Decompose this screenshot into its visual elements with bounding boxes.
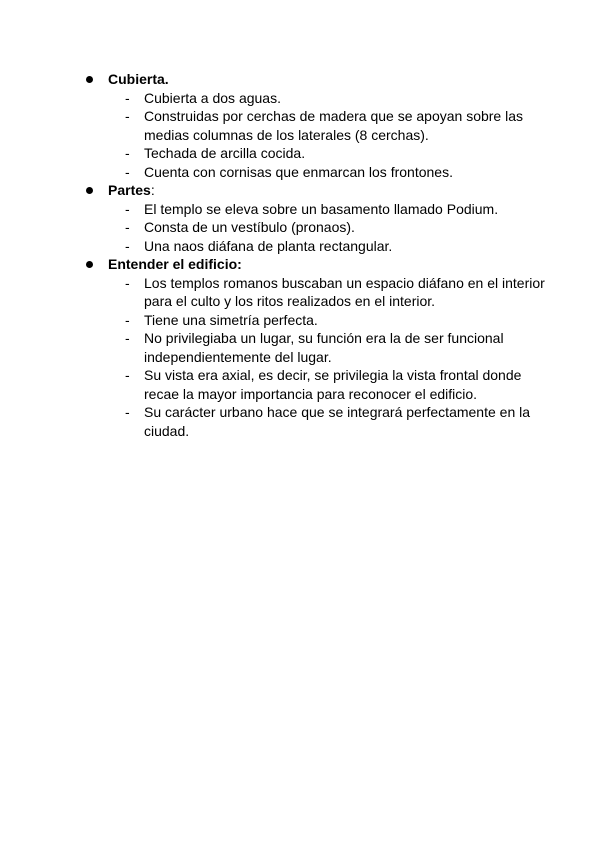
section-partes — [86, 181, 546, 255]
list-item — [86, 200, 546, 219]
sub-list — [86, 89, 546, 182]
list-item-text: Una naos diáfana de planta rectangular. — [144, 237, 393, 254]
list-item — [86, 237, 546, 256]
dash-marker: - — [125, 89, 130, 106]
dash-marker: - — [125, 237, 130, 254]
dash-marker: - — [125, 163, 130, 180]
list-item-text: El templo se eleva sobre un basamento llamado Podium. — [144, 200, 499, 217]
list-item — [86, 311, 546, 330]
dash-marker: - — [125, 330, 130, 346]
list-item — [86, 144, 546, 163]
dash-marker: - — [125, 108, 130, 124]
list-item-text: Su vista era axial, es decir, se privilegia la vista frontal donde recae la mayor importancia para reconocer el edificio. — [144, 367, 522, 402]
list-item-text: Tiene una simetría perfecta. — [144, 311, 318, 328]
section-title-suffix: : — [150, 182, 155, 198]
dash-marker: - — [125, 200, 130, 217]
list-item-text: No privilegiaba un lugar, su función era la de ser funcional independientemente del lugar. — [144, 330, 504, 365]
list-item — [86, 329, 546, 366]
list-item — [86, 218, 546, 237]
section-cubierta — [86, 70, 546, 181]
section-heading — [86, 255, 546, 274]
list-item-text: Su carácter urbano hace que se integrará perfectamente en la ciudad. — [144, 404, 531, 439]
list-item-text: Construidas por cerchas de madera que se apoyan sobre las medias columnas de los laterales (8 cerchas). — [144, 108, 523, 143]
document-content — [86, 70, 546, 440]
section-title: Cubierta. — [108, 71, 169, 87]
bullet-icon — [86, 187, 93, 194]
bullet-icon — [86, 261, 93, 268]
dash-marker: - — [125, 219, 130, 235]
section-heading — [86, 181, 546, 200]
list-item-text: Cuenta con cornisas que enmarcan los frontones. — [144, 163, 453, 180]
section-title: Entender el edificio: — [108, 256, 242, 272]
dash-marker: - — [125, 404, 130, 420]
dash-marker: - — [125, 145, 130, 161]
section-title: Partes — [108, 182, 151, 198]
dash-marker: - — [125, 367, 130, 383]
list-item — [86, 163, 546, 182]
list-item-text: Cubierta a dos aguas. — [144, 89, 281, 106]
list-item-text: Consta de un vestíbulo (pronaos). — [144, 219, 355, 235]
dash-marker: - — [125, 311, 130, 328]
list-item — [86, 107, 546, 144]
section-heading — [86, 70, 546, 89]
list-item — [86, 89, 546, 108]
bullet-icon — [86, 76, 93, 83]
list-item — [86, 403, 546, 440]
sub-list — [86, 274, 546, 441]
section-entender-el-edificio — [86, 255, 546, 440]
sub-list — [86, 200, 546, 256]
list-item-text: Techada de arcilla cocida. — [144, 145, 306, 161]
list-item — [86, 274, 546, 311]
dash-marker: - — [125, 274, 130, 291]
list-item-text: Los templos romanos buscaban un espacio diáfano en el interior para el culto y los ritos realizados en el interior. — [144, 274, 545, 309]
list-item — [86, 366, 546, 403]
